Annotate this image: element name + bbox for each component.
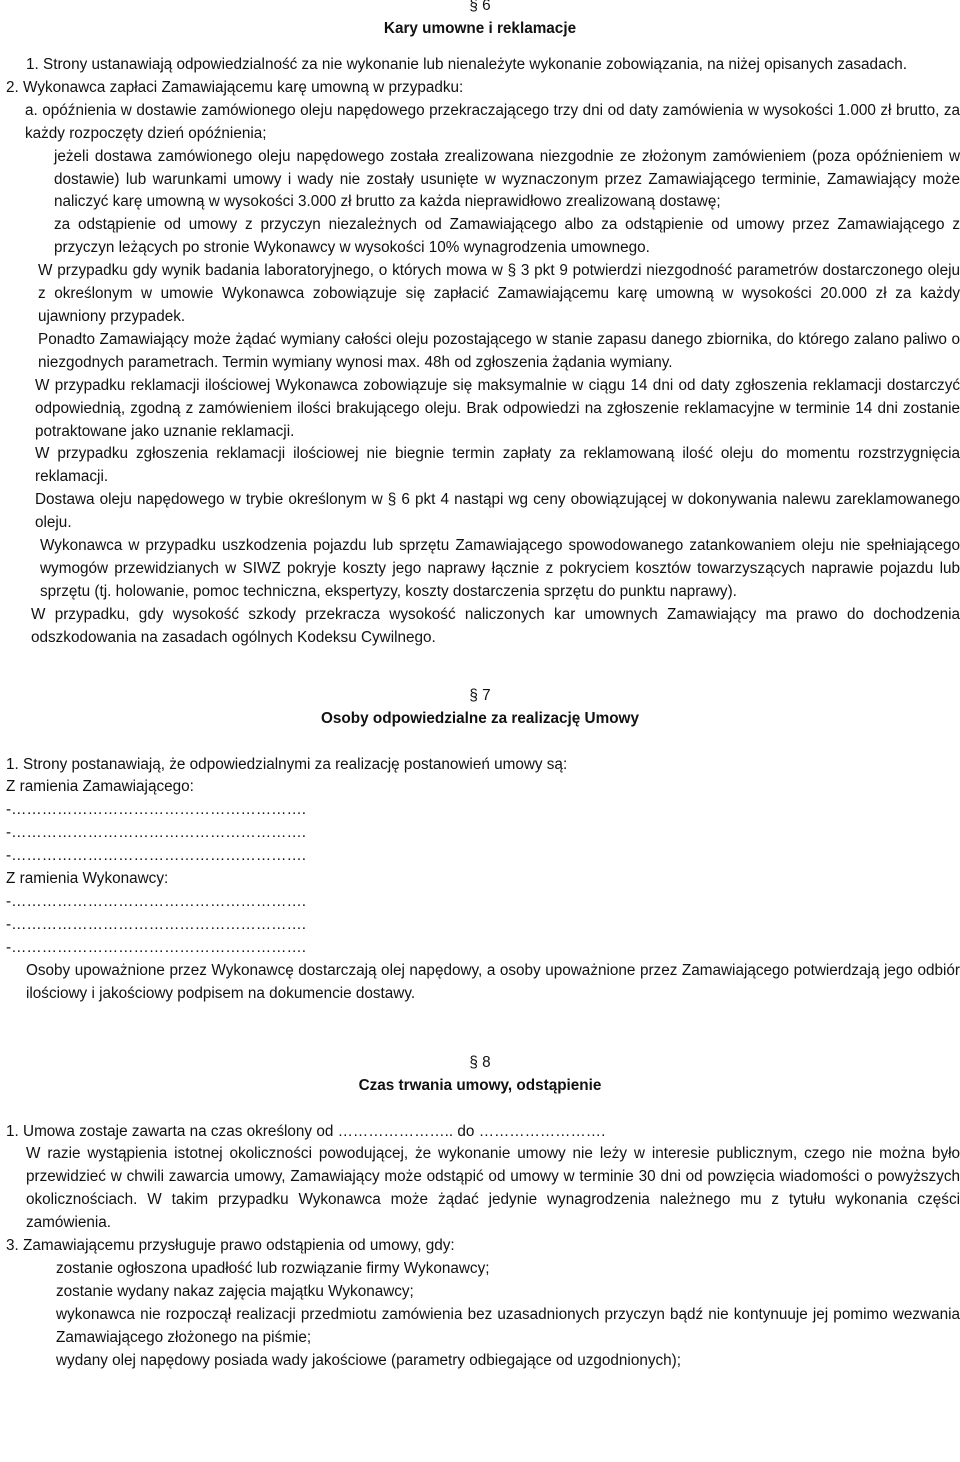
sec6-point-5 xyxy=(0,443,960,489)
section-7-number: § 7 xyxy=(469,686,491,704)
sec6-point-1-text xyxy=(6,54,960,77)
sec6-point-3-continued xyxy=(0,329,960,375)
sec6-point-2-body: Wykonawca zapłaci Zamawiającemu karę umowną w przypadku: xyxy=(23,78,464,96)
sec8-point-3-text xyxy=(6,1235,960,1258)
wykonawca-blank-line: -…………………………………………………. xyxy=(6,915,306,933)
sec6-point-4-text: W przypadku reklamacji ilościowej Wykonawca zobowiązuje się maksymalnie w ciągu 14 dni od daty zgłoszenia reklamacji dostarczyć odpowiednią, zgodną z zamówieniem ilości brakującego oleju. Brak odpowiedzi na zgłoszenie reklamacyjne w terminie 14 dni zostanie potraktowane jako uznanie reklamacji. xyxy=(35,376,960,440)
wykonawca-blank-line: -…………………………………………………. xyxy=(6,938,306,956)
zamawiajacy-blank-line: -…………………………………………………. xyxy=(6,801,306,819)
sec7-point-1-text xyxy=(6,754,960,777)
sec8-point-3c-text: wykonawca nie rozpoczął realizacji przedmiotu zamówienia bez uzasadnionych przyczyn bądź nie kontynuuje jej pomimo wezwania Zamawiającego złożonego na piśmie; xyxy=(56,1305,960,1346)
sec7-point-1-body: Strony postanawiają, że odpowiedzialnymi za realizację postanowień umowy są: xyxy=(23,755,568,773)
sec8-point-3 xyxy=(0,1235,960,1258)
sec7-zamawiajacy-block xyxy=(0,776,960,959)
sec6-point-2b-text: jeżeli dostawa zamówionego oleju napędowego została zrealizowana niezgodnie ze złożonym zamówieniem (poza opóźnieniem w dostawie) lub warunkami umowy i wady nie zostały usunięte w wyznaczonym przez Zamawiającego terminie, Zamawiający może naliczyć karę umowną w wysokości 3.000 zł brutto za każda nieprawidłowo zrealizowaną dostawę; xyxy=(54,147,960,211)
sec6-point-2-number: 2. xyxy=(6,78,19,96)
sec6-point-2a xyxy=(0,100,960,146)
section-6-title: Kary umowne i reklamacje xyxy=(383,20,577,37)
sec8-point-3a-text: zostanie ogłoszona upadłość lub rozwiązanie firmy Wykonawcy; xyxy=(56,1259,490,1277)
sec8-point-1 xyxy=(0,1121,960,1144)
sec6-point-6-text: Dostawa oleju napędowego w trybie określonym w § 6 pkt 4 nastąpi wg ceny obowiązującej w dokonywania nalewu zareklamowanego oleju. xyxy=(35,491,960,532)
zamawiajacy-label: Z ramienia Zamawiającego: xyxy=(6,778,194,796)
sec6-point-3 xyxy=(0,260,960,329)
sec6-point-6 xyxy=(0,489,960,535)
sec6-point-2a-body: opóźnienia w dostawie zamówionego oleju napędowego przekraczającego trzy dni od daty zamówienia w wysokości 1.000 zł brutto, za każdy rozpoczęty dzień opóźnienia; xyxy=(25,101,960,142)
sec8-point-3d xyxy=(0,1350,960,1373)
sec6-point-3-text: W przypadku gdy wynik badania laboratoryjnego, o których mowa w § 3 pkt 9 potwierdzi niezgodność parametrów dostarczonego oleju z określonym w umowie Wykonawca zobowiązuje się zapłacić Zamawiającemu karę umowną w wysokości 20.000 zł za każdy ujawniony przypadek. xyxy=(38,262,960,325)
sec8-point-3-number: 3. xyxy=(6,1237,19,1255)
sec6-point-7-text: Wykonawca w przypadku uszkodzenia pojazdu lub sprzętu Zamawiającego spowodowanego zatankowaniem oleju nie spełniającego wymogów przewidzianych w SIWZ pokryje koszty jego naprawy łącznie z pokryciem kosztów towarzyszących naprawie pojazdu lub sprzętu (tj. holowanie, pomoc techniczna, ekspertyzy, koszty dostarczenia sprzętu do punktu naprawy). xyxy=(40,537,960,600)
sec8-point-3b-text: zostanie wydany nakaz zajęcia majątku Wykonawcy; xyxy=(56,1282,414,1300)
sec8-point-3a xyxy=(0,1258,960,1281)
section-7-title: Osoby odpowiedzialne za realizację Umowy xyxy=(321,709,639,727)
section-8-number: § 8 xyxy=(469,1053,491,1071)
sec6-point-2c-text: za odstąpienie od umowy z przyczyn niezależnych od Zamawiającego albo za odstąpienie od umowy przez Zamawiającego z przyczyn leżących po stronie Wykonawcy w wysokości 10% wynagrodzenia umownego. xyxy=(54,216,960,257)
sec6-point-1-body: Strony ustanawiają odpowiedzialność za nie wykonanie lub nienależyte wykonanie zobowiązania, na niżej opisanych zasadach. xyxy=(43,56,907,73)
sec7-point-1-number: 1. xyxy=(6,755,19,773)
sec7-point-1 xyxy=(0,754,960,777)
sec8-point-2-text: W razie wystąpienia istotnej okoliczności powodującej, że wykonanie umowy nie leży w interesie publicznym, czego nie można było przewidzieć w chwili zawarcia umowy, Zamawiający może odstąpić od umowy w terminie 30 dni od powzięcia wiadomości o powyższych okolicznościach. W takim przypadku Wykonawca może żądać jedynie wynagrodzenia należnego mu z tytułu wykonania części zamówienia. xyxy=(26,1145,960,1232)
sec6-point-2a-number: a. xyxy=(25,101,38,119)
sec8-point-2 xyxy=(0,1143,960,1235)
section-8-title: Czas trwania umowy, odstąpienie xyxy=(358,1076,602,1094)
wykonawca-label: Z ramienia Wykonawcy: xyxy=(6,870,169,888)
sec7-point-2 xyxy=(0,960,960,1006)
sec8-point-1-text xyxy=(6,1121,960,1144)
sec6-point-1 xyxy=(0,54,960,77)
sec8-point-3-body: Zamawiającemu przysługuje prawo odstąpienia od umowy, gdy: xyxy=(23,1237,455,1255)
sec8-point-1-body: Umowa zostaje zawarta na czas określony od ………………….. do ……………………. xyxy=(23,1122,606,1140)
section-6-number: § 6 xyxy=(469,0,491,14)
sec6-point-2c xyxy=(0,214,960,260)
sec6-point-2 xyxy=(0,77,960,100)
zamawiajacy-blank-line: -…………………………………………………. xyxy=(6,847,306,865)
sec6-point-1-number: 1. xyxy=(26,56,39,73)
sec7-point-2-text: Osoby upoważnione przez Wykonawcę dostarczają olej napędowy, a osoby upoważnione przez Zamawiającego potwierdzają jego odbiór ilościowy i jakościowy podpisem na dokumencie dostawy. xyxy=(26,961,960,1002)
sec6-point-8-text: W przypadku, gdy wysokość szkody przekracza wysokość naliczonych kar umownych Zamawiający ma prawo do dochodzenia odszkodowania na zasadach ogólnych Kodeksu Cywilnego. xyxy=(31,605,960,646)
sec6-point-7 xyxy=(0,535,960,604)
sec6-point-2-text xyxy=(6,77,960,100)
sec8-point-3d-text: wydany olej napędowy posiada wady jakościowe (parametry odbiegające od uzgodnionych); xyxy=(56,1351,681,1369)
sec6-point-2a-text xyxy=(25,100,960,146)
wykonawca-blank-line: -…………………………………………………. xyxy=(6,893,306,910)
sec6-point-3-continued-text: Ponadto Zamawiający może żądać wymiany całości oleju pozostającego w stanie zapasu danego zbiornika, do którego zalano paliwo o niezgodnych parametrach. Termin wymiany wynosi max. 48h od zgłoszenia żądania wymiany. xyxy=(38,330,960,371)
sec6-point-2b xyxy=(0,146,960,215)
sec6-point-4 xyxy=(0,375,960,444)
sec8-point-3c xyxy=(0,1304,960,1350)
sec6-point-5-text: W przypadku zgłoszenia reklamacji ilościowej nie biegnie termin zapłaty za reklamowaną ilość oleju do momentu rozstrzygnięcia reklamacji. xyxy=(35,445,960,486)
sec8-point-1-number: 1. xyxy=(6,1122,19,1140)
zamawiajacy-blank-line: -…………………………………………………. xyxy=(6,824,306,842)
sec8-point-3b xyxy=(0,1281,960,1304)
sec6-point-8 xyxy=(0,604,960,650)
